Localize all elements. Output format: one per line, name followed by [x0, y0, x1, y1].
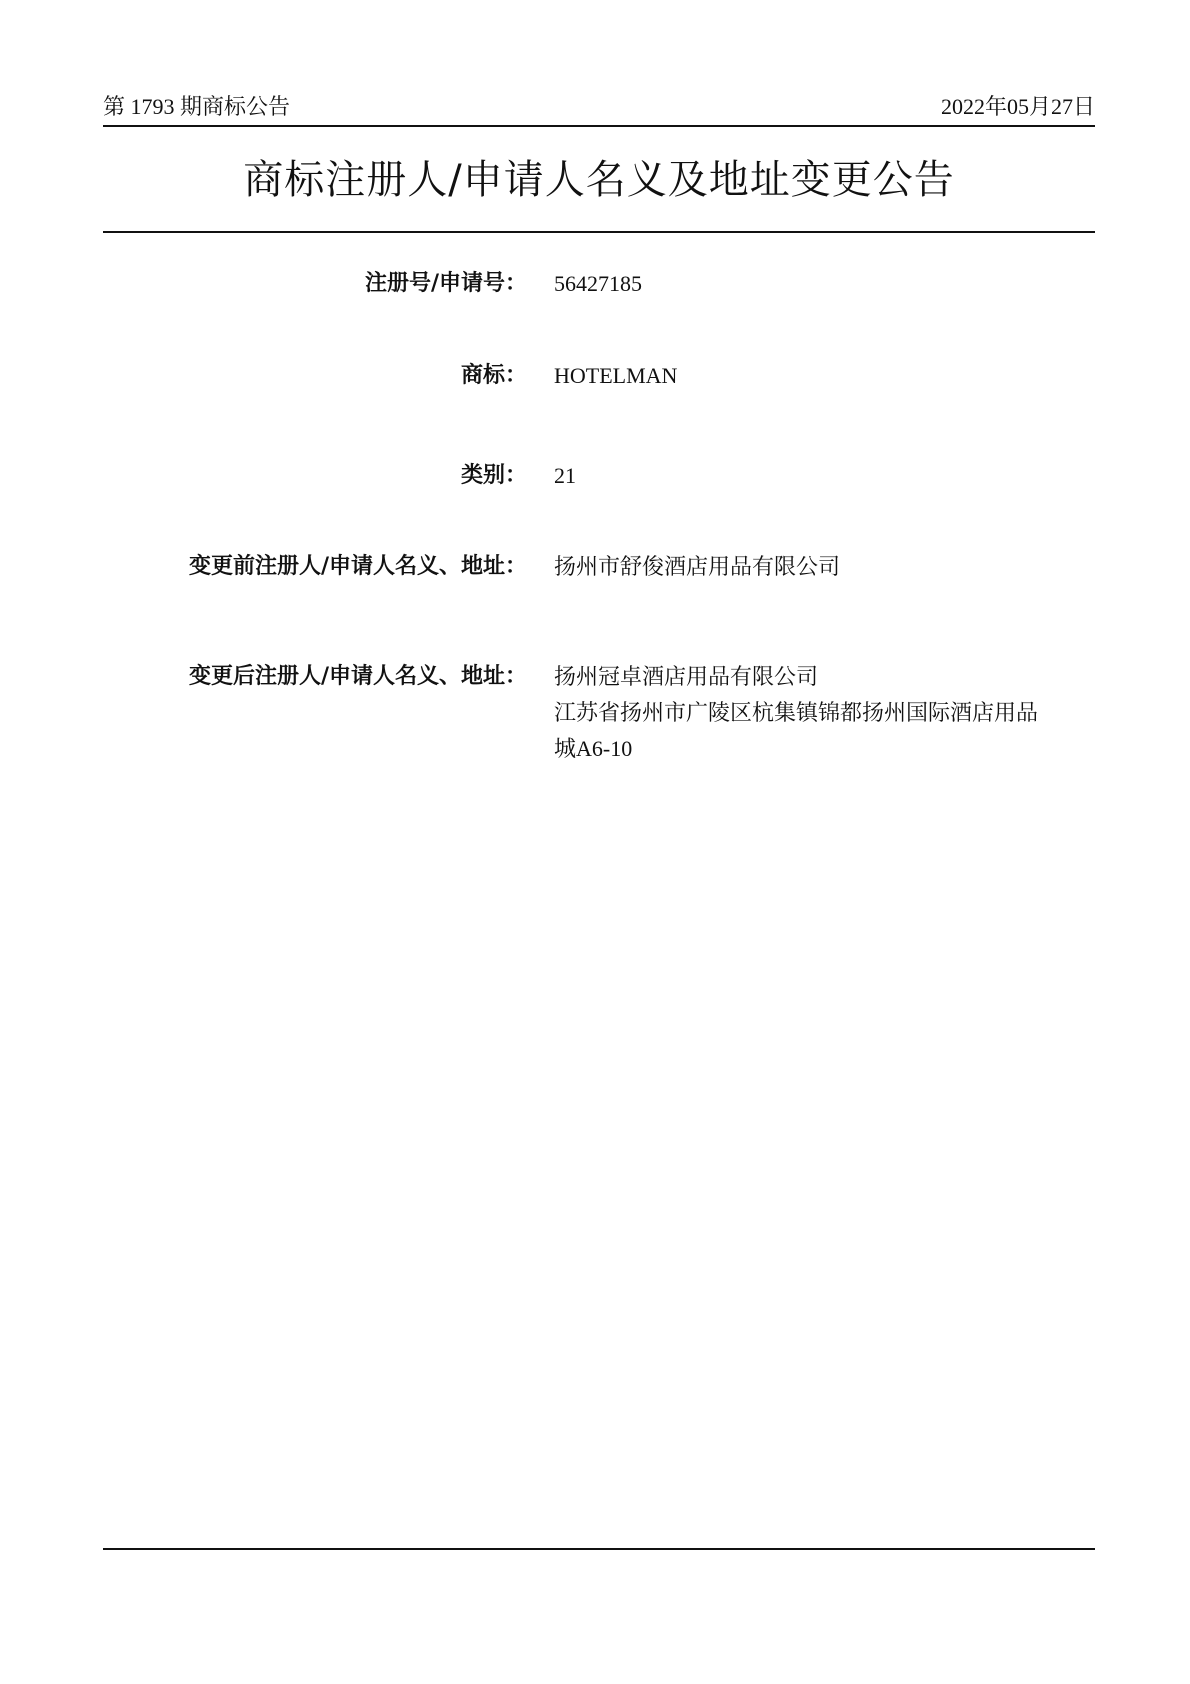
page-header — [103, 90, 1095, 124]
field-label: 类别： — [460, 463, 527, 488]
field-label: 注册号/申请号： — [364, 271, 527, 296]
field-label: 变更后注册人/申请人名义、地址： — [188, 664, 527, 689]
field-value: 56427185 — [554, 271, 642, 296]
page-title: 商标注册人/申请人名义及地址变更公告 — [243, 157, 955, 203]
header-rule — [103, 125, 1095, 127]
value-line-address: 江苏省扬州市广陵区杭集镇锦都扬州国际酒店用品 — [554, 700, 1039, 725]
field-value: HOTELMAN — [554, 363, 678, 388]
field-value — [554, 659, 1095, 767]
issue-number: 第 1793 期商标公告 — [103, 94, 291, 119]
publication-date: 2022年05月27日 — [940, 94, 1095, 119]
value-line-name: 扬州冠卓酒店用品有限公司 — [554, 664, 819, 689]
field-value: 扬州市舒俊酒店用品有限公司 — [554, 554, 841, 579]
field-value: 21 — [554, 463, 576, 488]
value-line-address-cont: 城A6-10 — [554, 736, 633, 761]
field-label: 商标： — [460, 363, 527, 388]
footer-rule — [103, 1548, 1095, 1550]
field-label: 变更前注册人/申请人名义、地址： — [188, 554, 527, 579]
title-rule — [103, 231, 1095, 233]
